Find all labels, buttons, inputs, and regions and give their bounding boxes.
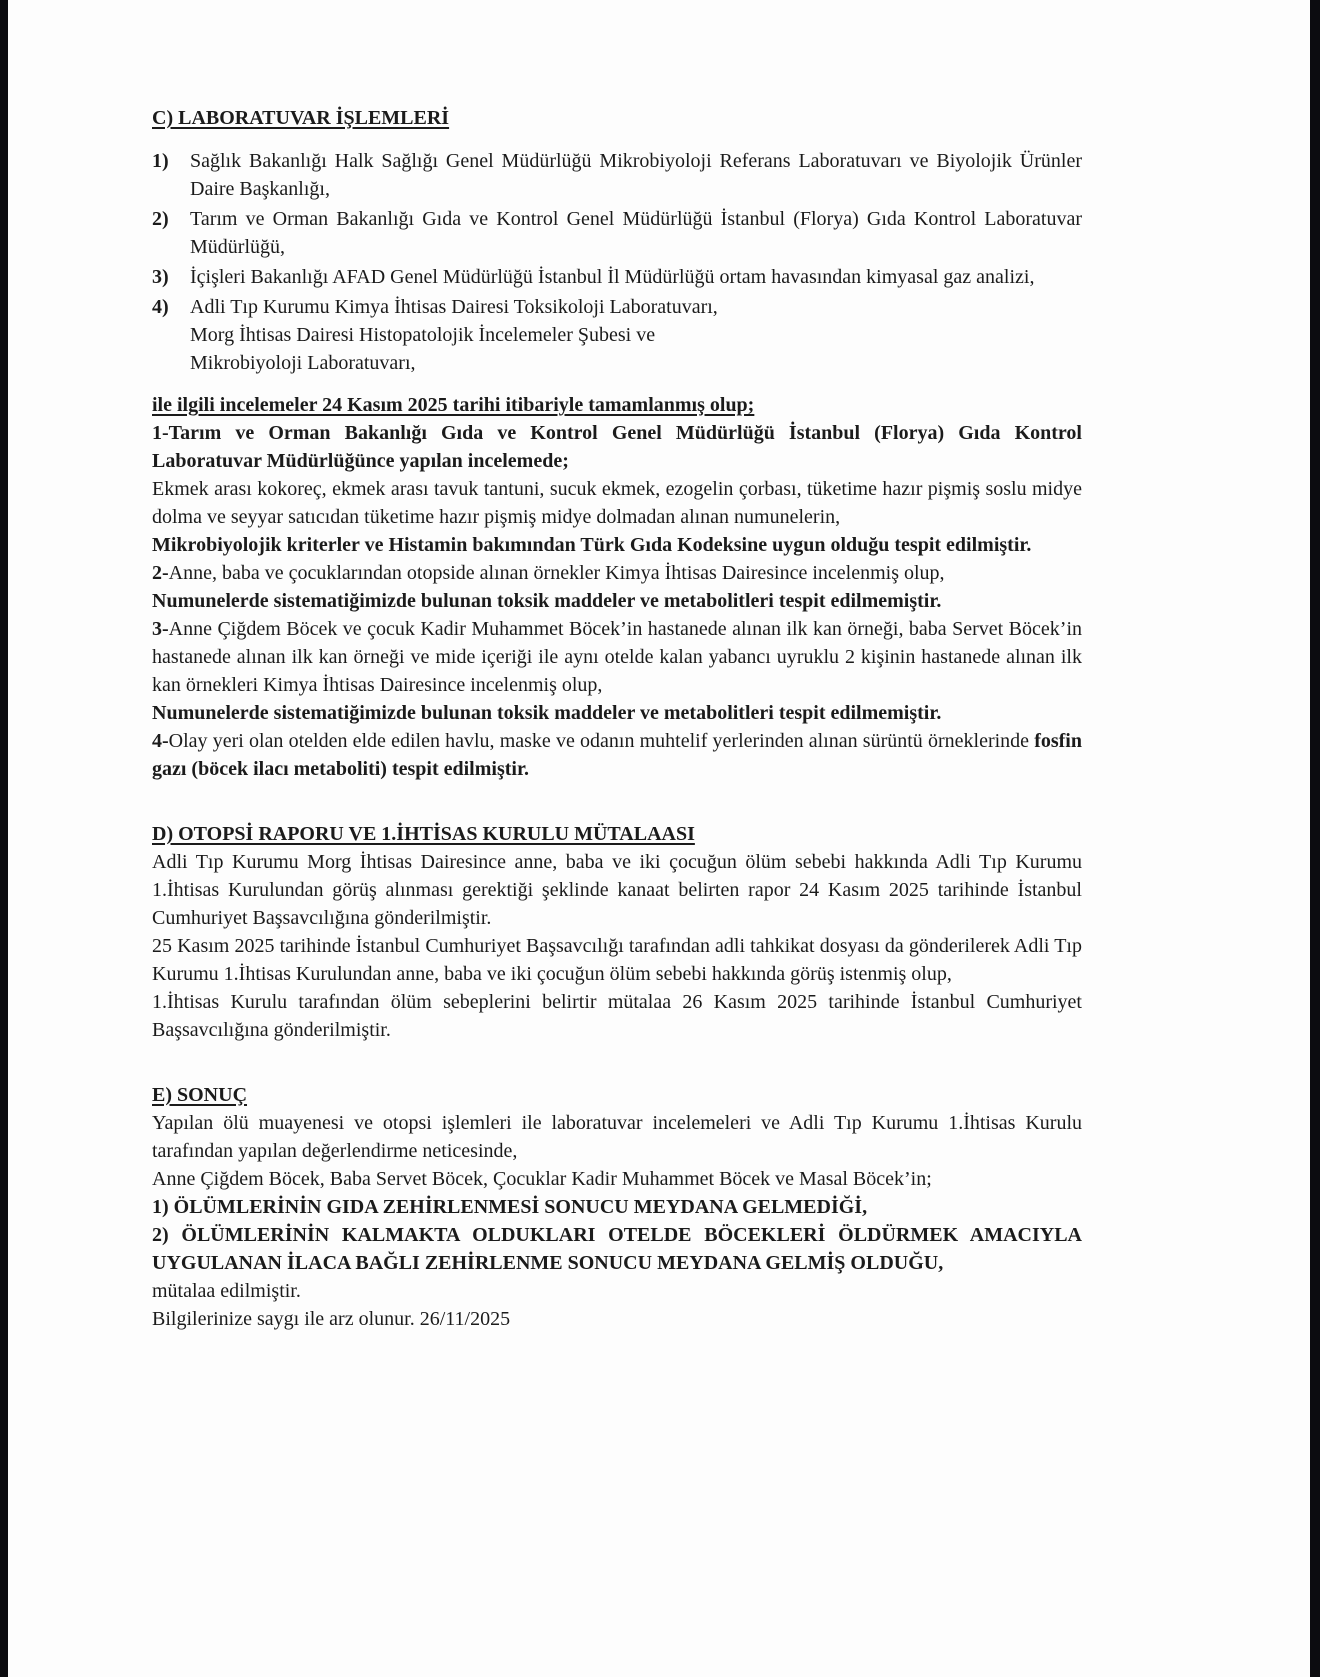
list-item bbox=[152, 147, 1082, 203]
section-c-heading: C) LABORATUVAR İŞLEMLERİ bbox=[152, 107, 450, 129]
text-run: mütalaa edilmiştir. bbox=[152, 1280, 301, 1302]
finding-2 bbox=[152, 559, 1082, 587]
finding-2-result bbox=[152, 587, 1082, 615]
bold-text-run: 2- bbox=[152, 562, 169, 584]
list-item-text bbox=[190, 296, 718, 374]
finding-3 bbox=[152, 615, 1082, 699]
finding-1-result bbox=[152, 531, 1082, 559]
bold-text-run: 1) ÖLÜMLERİNİN GIDA ZEHİRLENMESİ SONUCU MEYDANA GELMEDİĞİ, bbox=[152, 1196, 868, 1218]
text-run: Ekmek arası kokoreç, ekmek arası tavuk tantuni, sucuk ekmek, ezogelin çorbası, tüketime hazır pişmiş soslu midye dolma ve seyyar satıcıdan tüketime hazır pişmiş midye dolmadan alınan numunelerin, bbox=[152, 478, 1082, 528]
list-item-text bbox=[190, 208, 1082, 258]
conclusion-2 bbox=[152, 1221, 1082, 1277]
bold-text-run: Mikrobiyolojik kriterler ve Histamin bakımından Türk Gıda Kodeksine uygun olduğu tespit edilmiştir. bbox=[152, 534, 1032, 556]
case-file-para bbox=[152, 932, 1082, 988]
scan-edge-left bbox=[0, 0, 8, 1677]
list-item-number: 2) bbox=[152, 208, 169, 230]
text-run: Sağlık Bakanlığı Halk Sağlığı Genel Müdürlüğü Mikrobiyoloji Referans Laboratuvarı ve Biyolojik Ürünler Daire Başkanlığı, bbox=[190, 150, 1082, 200]
text-run: Anne Çiğdem Böcek ve çocuk Kadir Muhammet Böcek’in hastanede alınan ilk kan örneği, baba Servet Böcek’in hastanede alınan ilk kan örneği ve mide içeriği ile aynı otelde kalan yabancı uyruklu 2 kişinin hastanede alınan ilk kan örnekleri Kimya İhtisas Dairesince incelenmiş olup, bbox=[152, 618, 1082, 696]
list-item-number: 3) bbox=[152, 266, 169, 288]
finding-4 bbox=[152, 727, 1082, 783]
conclusion-1 bbox=[152, 1193, 1082, 1221]
bold-text-run: 2) ÖLÜMLERİNİN KALMAKTA OLDUKLARI OTELDE BÖCEKLERİ ÖLDÜRMEK AMACIYLA UYGULANAN İLACA BAĞLI ZEHİRLENME SONUCU MEYDANA GELMİŞ OLDUĞU, bbox=[152, 1224, 1082, 1274]
text-run: Morg İhtisas Dairesi Histopatolojik İncelemeler Şubesi ve bbox=[190, 324, 656, 346]
scan-edge-right bbox=[1310, 0, 1320, 1677]
text-run: Yapılan ölü muayenesi ve otopsi işlemleri ile laboratuvar incelemeleri ve Adli Tıp Kurumu 1.İhtisas Kurulu tarafından yapılan değerlendirme neticesinde, bbox=[152, 1112, 1082, 1162]
finding-1-intro bbox=[152, 419, 1082, 475]
bold-text-run: Numunelerde sistematiğimizde bulunan toksik maddeler ve metabolitleri tespit edilmemiştir. bbox=[152, 702, 942, 724]
bold-text-run: fosfin gazı (böcek ilacı metaboliti) tespit edilmiştir. bbox=[152, 730, 1082, 780]
autopsy-report-para bbox=[152, 848, 1082, 932]
bold-text-run: 3- bbox=[152, 618, 169, 640]
text-run: 25 Kasım 2025 tarihinde İstanbul Cumhuriyet Başsavcılığı tarafından adli tahkikat dosyası da gönderilerek Adli Tıp Kurumu 1.İhtisas Kurulundan anne, baba ve iki çocuğun ölüm sebebi hakkında görüş istenmiş olup, bbox=[152, 935, 1082, 985]
list-item-number: 1) bbox=[152, 150, 169, 172]
laboratory-list bbox=[152, 147, 1082, 377]
finding-1-samples bbox=[152, 475, 1082, 531]
completion-statement: ile ilgili incelemeler 24 Kasım 2025 tarihi itibariyle tamamlanmış olup; bbox=[152, 394, 755, 416]
text-run: Adli Tıp Kurumu Kimya İhtisas Dairesi Toksikoloji Laboratuvarı, bbox=[190, 296, 718, 318]
list-item bbox=[152, 205, 1082, 261]
text-run: Anne, baba ve çocuklarından otopside alınan örnekler Kimya İhtisas Dairesince incelenmiş olup, bbox=[168, 562, 945, 584]
text-run: Tarım ve Orman Bakanlığı Gıda ve Kontrol Genel Müdürlüğü İstanbul (Florya) Gıda Kontrol Laboratuvar Müdürlüğü, bbox=[190, 208, 1082, 258]
bold-text-run: 1-Tarım ve Orman Bakanlığı Gıda ve Kontrol Genel Müdürlüğü İstanbul (Florya) Gıda Kontrol Laboratuvar Müdürlüğünce yapılan incelemede; bbox=[152, 422, 1082, 472]
text-run: Bilgilerinize saygı ile arz olunur. 26/11/2025 bbox=[152, 1308, 511, 1330]
section-d-heading: D) OTOPSİ RAPORU VE 1.İHTİSAS KURULU MÜTALAASI bbox=[152, 823, 695, 845]
document-content bbox=[152, 104, 1082, 1333]
conclusion-intro bbox=[152, 1109, 1082, 1165]
closing-line bbox=[152, 1305, 1082, 1333]
list-item-text bbox=[190, 266, 1034, 288]
text-run: Olay yeri olan otelden elde edilen havlu, maske ve odanın muhtelif yerlerinden alınan sürüntü örneklerinde bbox=[168, 730, 1035, 752]
text-run: Anne Çiğdem Böcek, Baba Servet Böcek, Çocuklar Kadir Muhammet Böcek ve Masal Böcek’in; bbox=[152, 1168, 932, 1190]
text-run: Adli Tıp Kurumu Morg İhtisas Dairesince anne, baba ve iki çocuğun ölüm sebebi hakkında Adli Tıp Kurumu 1.İhtisas Kurulundan görüş alınması gerektiği şeklinde kanaat belirten rapor 24 Kasım 2025 tarihinde İstanbul Cumhuriyet Başsavcılığına gönderilmiştir. bbox=[152, 851, 1082, 929]
text-run: İçişleri Bakanlığı AFAD Genel Müdürlüğü İstanbul İl Müdürlüğü ortam havasından kimyasal gaz analizi, bbox=[190, 266, 1035, 288]
list-item-text bbox=[190, 150, 1082, 200]
victims-line bbox=[152, 1165, 1082, 1193]
bold-text-run: 4- bbox=[152, 730, 169, 752]
list-item-number: 4) bbox=[152, 296, 169, 318]
list-item bbox=[152, 293, 1082, 377]
list-item bbox=[152, 263, 1082, 291]
section-e-heading: E) SONUÇ bbox=[152, 1084, 248, 1106]
text-run: 1.İhtisas Kurulu tarafından ölüm sebeplerini belirtir mütalaa 26 Kasım 2025 tarihinde İstanbul Cumhuriyet Başsavcılığına gönderilmiştir. bbox=[152, 991, 1082, 1041]
text-run: Mikrobiyoloji Laboratuvarı, bbox=[190, 352, 416, 374]
bold-text-run: Numunelerde sistematiğimizde bulunan toksik maddeler ve metabolitleri tespit edilmemiştir. bbox=[152, 590, 942, 612]
opinion-given bbox=[152, 1277, 1082, 1305]
finding-3-result bbox=[152, 699, 1082, 727]
opinion-sent-para bbox=[152, 988, 1082, 1044]
